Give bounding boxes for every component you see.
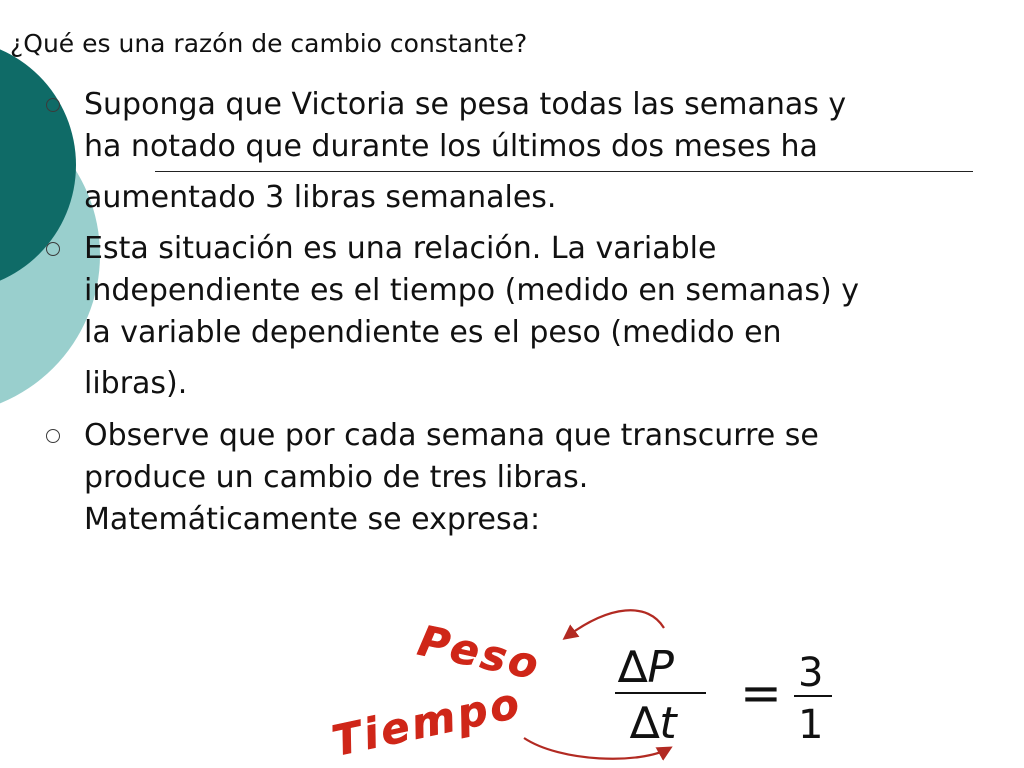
bullet-2-line-4: libras). bbox=[84, 366, 188, 401]
bullet-3-line-1: Observe que por cada semana que transcurre se bbox=[84, 418, 819, 453]
bullet-2-line-2: independiente es el tiempo (medido en semanas) y bbox=[84, 273, 860, 308]
value-numerator: 3 bbox=[798, 650, 824, 696]
arrow-to-peso bbox=[565, 610, 664, 638]
slide-title: ¿Qué es una razón de cambio constante? bbox=[10, 29, 528, 58]
equals-sign: = bbox=[740, 664, 782, 722]
bullet-1-line-3: aumentado 3 libras semanales. bbox=[84, 180, 557, 215]
bullet-3-line-2: produce un cambio de tres libras. bbox=[84, 460, 589, 495]
delta-t-denominator: ∆t bbox=[630, 698, 677, 749]
bullet-3-line-3: Matemáticamente se expresa: bbox=[84, 502, 541, 537]
tiempo-label: Tiempo bbox=[327, 677, 527, 766]
bullet-1-line-2: ha notado que durante los últimos dos meses ha bbox=[84, 129, 818, 164]
peso-label: Peso bbox=[413, 615, 546, 690]
bullet-1-line-1: Suponga que Victoria se pesa todas las semanas y bbox=[84, 87, 847, 122]
bullet-2-line-3: la variable dependiente es el peso (medido en bbox=[84, 315, 782, 350]
value-denominator: 1 bbox=[798, 702, 824, 748]
bullet-2-line-1: Esta situación es una relación. La variable bbox=[84, 231, 717, 266]
delta-p-numerator: ∆P bbox=[618, 642, 674, 693]
